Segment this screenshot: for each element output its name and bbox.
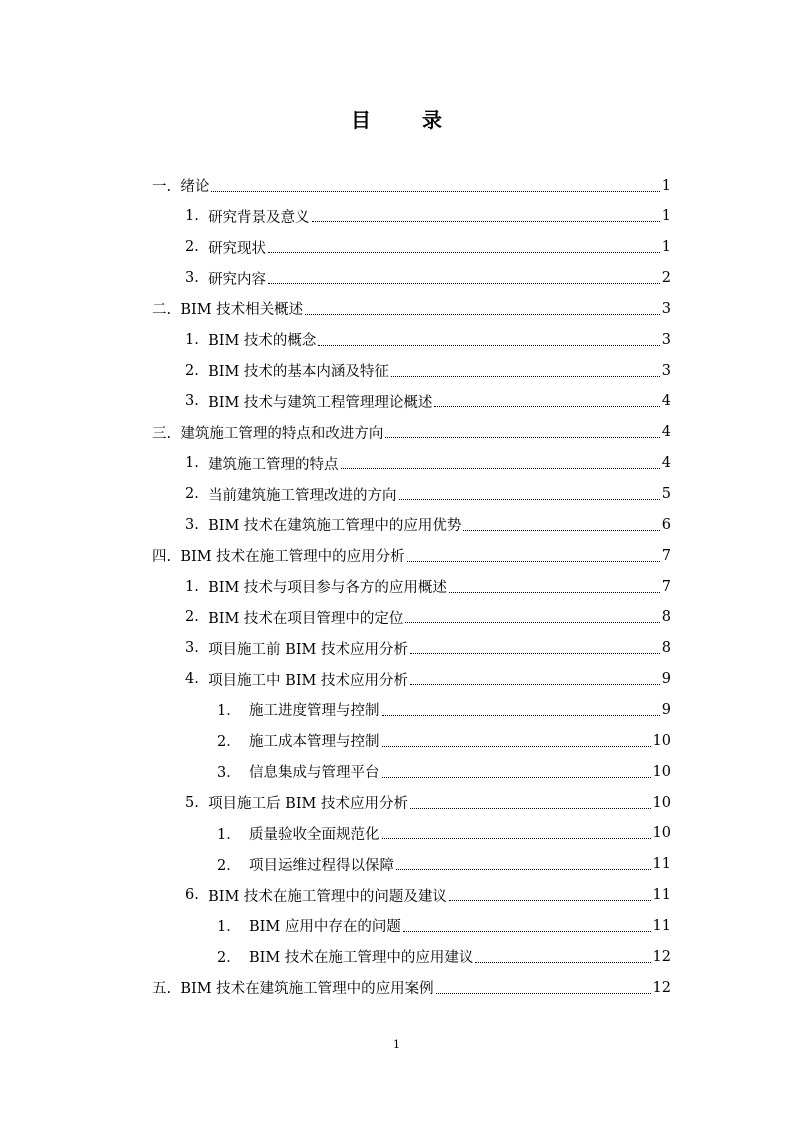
toc-entry[interactable] [185,355,671,386]
toc-entry-title: BIM 技术与项目参与各方的应用概述 [208,580,447,597]
toc-entry[interactable] [152,972,671,1003]
toc-entry-page: 3 [661,331,671,348]
toc-entry-title: 当前建筑施工管理改进的方向 [208,487,397,504]
toc-entry-number: 1． [217,919,255,936]
toc-entry[interactable] [185,232,671,263]
toc-entry-page: 10 [652,763,671,780]
toc-dot-leader [382,745,651,747]
toc-entry-page: 1 [661,177,671,194]
toc-entry-number: 三. [152,425,181,442]
toc-entry-title: 施工进度管理与控制 [249,703,380,720]
toc-entry-page: 12 [652,979,671,996]
toc-dot-leader [475,961,650,963]
toc-entry-title: BIM 技术在施工管理中的应用建议 [249,950,474,967]
toc-entry-title: BIM 技术在施工管理中的应用分析 [180,549,405,566]
toc-entry-number: 3. [185,393,209,410]
toc-entry-number: 1． [217,826,255,843]
toc-entry-page: 5 [661,486,671,502]
toc-dot-leader [434,405,659,407]
toc-dot-leader [407,560,660,562]
toc-entry-number: 1． [217,703,255,720]
toc-entry-title: 项目施工中 BIM 技术应用分析 [208,672,409,689]
toc-dot-leader [211,190,659,192]
toc-entry[interactable] [217,910,671,941]
toc-entry-page: 4 [661,393,671,410]
toc-entry-number: 2． [217,734,255,751]
toc-entry-title: 研究现状 [208,240,267,257]
toc-entry[interactable] [217,818,671,849]
toc-entry-number: 2. [185,609,209,626]
toc-dot-leader [436,992,651,994]
toc-entry-number: 五. [152,981,181,998]
toc-entry-number: 3. [185,640,209,657]
toc-entry-number: 2． [217,950,255,967]
toc-entry[interactable] [185,633,671,664]
toc-entry[interactable] [185,448,671,479]
toc-entry-page: 3 [661,300,671,317]
toc-entry[interactable] [185,880,671,911]
toc-entry-page: 9 [661,671,671,688]
toc-dot-leader [463,529,659,531]
toc-dot-leader [312,220,660,222]
toc-entry-page: 7 [661,578,671,595]
toc-entry-number: 二. [152,302,181,319]
toc-entry-page: 10 [652,732,671,749]
toc-entry[interactable] [217,941,671,972]
toc-entry-title: 建筑施工管理的特点 [208,456,339,473]
toc-entry-page: 11 [652,917,671,934]
toc-entry[interactable] [185,664,671,695]
toc-entry-number: 2. [185,362,209,379]
toc-entry-title: 建筑施工管理的特点和改进方向 [180,425,384,442]
toc-entry-number: 2． [217,857,255,874]
toc-entry-page: 11 [652,887,671,904]
toc-entry-number: 6. [185,887,209,904]
toc-dot-leader [318,344,659,346]
toc-entry[interactable] [185,386,671,417]
toc-dot-leader [268,251,660,253]
toc-entry-page: 8 [661,640,671,657]
page-title: 目 录 [351,108,464,132]
toc-entry[interactable] [185,602,671,633]
toc-dot-leader [385,436,659,438]
toc-entry-title: BIM 应用中存在的问题 [249,919,401,936]
toc-entry[interactable] [185,509,671,540]
toc-entry-page: 11 [652,856,671,873]
toc-dot-leader [399,498,660,500]
toc-entry-title: 研究内容 [208,271,267,288]
toc-dot-leader [382,776,651,778]
toc-dot-leader [268,282,660,284]
toc-entry-title: BIM 技术在建筑施工管理中的应用优势 [208,518,462,535]
toc-entry[interactable] [185,479,671,510]
toc-entry-number: 一. [152,179,181,195]
toc-entry-title: 项目施工后 BIM 技术应用分析 [208,796,409,812]
toc-entry[interactable] [217,849,671,880]
toc-entry-page: 1 [661,208,671,225]
toc-entry[interactable] [185,324,671,355]
toc-entry-page: 4 [661,424,671,441]
toc-entry-number: 3. [185,516,209,533]
toc-dot-leader [449,899,651,901]
toc-entry-title: 研究背景及意义 [208,209,310,226]
toc-entry-page: 4 [661,455,671,472]
toc-dot-leader [449,591,660,593]
toc-entry-number: 四. [152,549,181,566]
toc-entry-number: 4. [185,671,209,688]
toc-entry-page: 10 [652,794,671,811]
toc-entry-number: 1. [185,578,209,595]
toc-dot-leader [305,313,660,315]
toc-entry[interactable] [152,293,671,324]
toc-entry-number: 2. [185,486,209,502]
toc-dot-leader [396,868,651,870]
toc-entry-title: BIM 技术的概念 [208,333,317,350]
toc-dot-leader [382,837,651,839]
toc-entry-title: 信息集成与管理平台 [249,765,380,782]
toc-entry-page: 7 [661,547,671,564]
toc-entry-number: 3. [185,270,209,287]
toc-entry-number: 1. [185,455,209,472]
toc-dot-leader [410,807,651,809]
toc-entry-title: BIM 技术与建筑工程管理理论概述 [208,394,433,411]
toc-entry-page: 3 [661,362,671,379]
toc-entry[interactable] [152,170,671,201]
toc-dot-leader [410,683,660,685]
toc-entry-number: 1. [185,331,209,348]
toc-entry[interactable] [185,263,671,294]
toc-entry[interactable] [217,694,671,725]
toc-entry[interactable] [152,540,671,571]
toc-entry-page: 2 [661,270,671,287]
toc-entry-number: 5. [185,794,209,811]
toc-entry-title: BIM 技术在项目管理中的定位 [208,610,404,627]
toc-dot-leader [403,930,651,932]
toc-entry-page: 6 [661,516,671,533]
toc-entry-number: 1. [185,208,209,225]
toc-entry-page: 8 [661,609,671,626]
toc-entry-title: 质量验收全面规范化 [249,826,380,843]
toc-entry[interactable] [217,725,671,756]
toc-entry-page: 12 [652,948,671,965]
toc-entry-page: 1 [661,239,671,256]
toc-entry-title: 绪论 [180,179,210,195]
toc-dot-leader [382,714,660,716]
toc-dot-leader [341,467,660,469]
toc-entry[interactable] [185,201,671,232]
toc-entry[interactable] [185,787,671,818]
toc-entry[interactable] [152,417,671,448]
toc-entry-title: 项目运维过程得以保障 [249,857,394,874]
toc-dot-leader [410,652,660,654]
toc-entry-title: BIM 技术在施工管理中的问题及建议 [208,888,447,905]
toc-entry-number: 2. [185,239,209,256]
toc-entry-page: 10 [652,825,671,842]
toc-entry-number: 3． [217,765,255,782]
toc-dot-leader [405,621,659,623]
page-number-footer: 1 [393,1038,400,1051]
toc-dot-leader [391,375,660,377]
toc-entry-title: 项目施工前 BIM 技术应用分析 [208,641,409,658]
toc-entry[interactable] [217,756,671,787]
toc-entry-title: BIM 技术在建筑施工管理中的应用案例 [180,981,434,998]
toc-entry[interactable] [185,571,671,602]
toc-entry-title: 施工成本管理与控制 [249,734,380,751]
toc-entry-title: BIM 技术相关概述 [180,302,304,319]
toc-entry-title: BIM 技术的基本内涵及特征 [208,364,389,381]
toc-entry-page: 9 [661,701,671,718]
